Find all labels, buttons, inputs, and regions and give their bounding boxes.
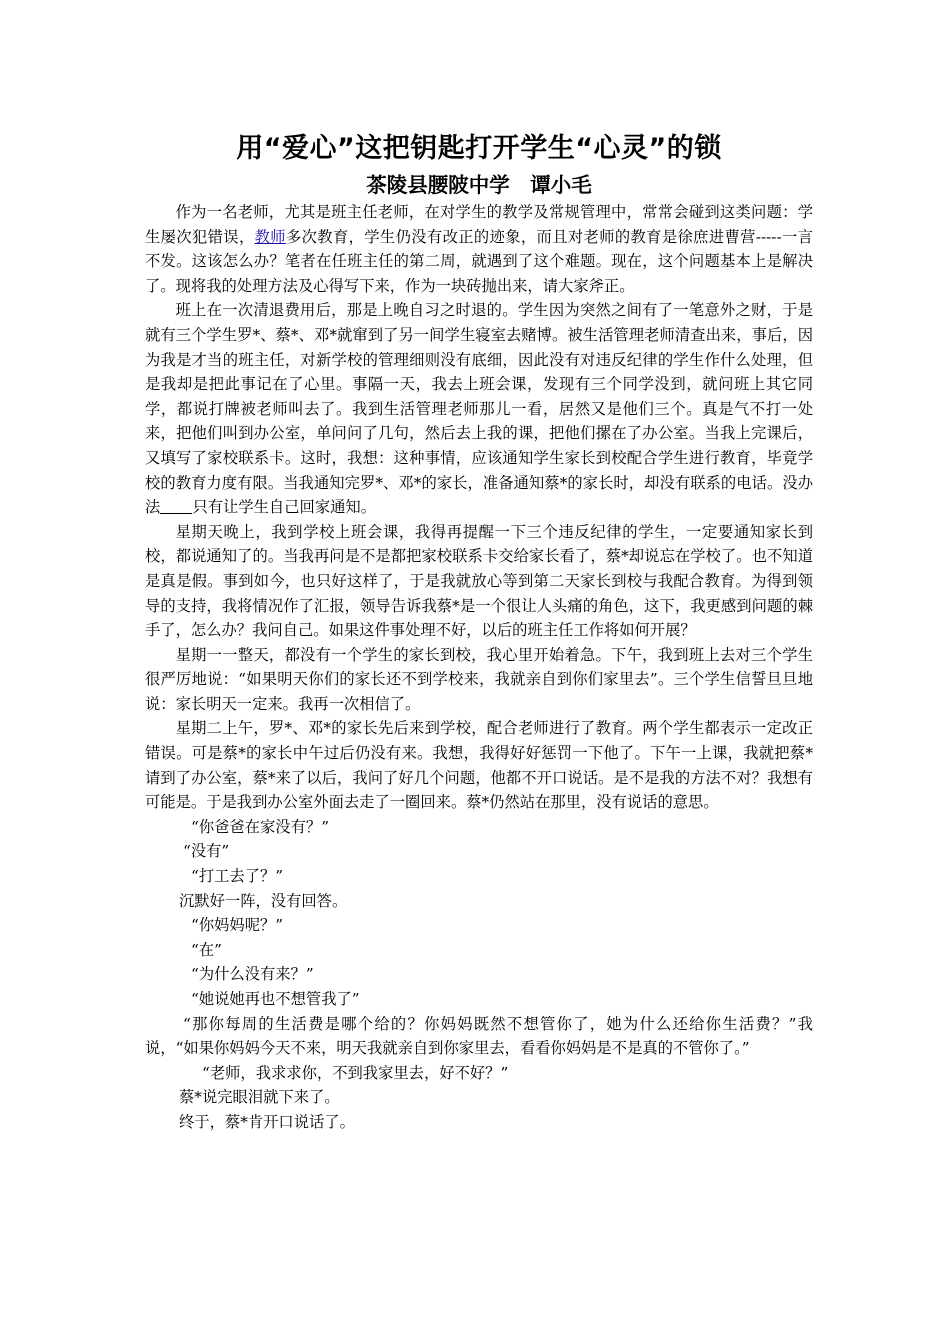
paragraph-incident (145, 298, 813, 519)
paragraph-monday: 星期一一整天，都没有一个学生的家长到校，我心里开始着急。下午，我到班上去对三个学生很严厉地说：“如果明天你们的家长还不到学校来，我就亲自到你们家里去”。三个学生信誓旦旦地说：家长明天一定来。我再一次相信了。 (145, 645, 813, 713)
dialog-line-11: 蔡*说完眼泪就下来了。 (179, 1088, 340, 1107)
dialog-line-12: 终于，蔡*肯开口说话了。 (179, 1112, 355, 1131)
dialog-line-6: “在” (191, 940, 222, 959)
dialog-line-4: 沉默好一阵，没有回答。 (179, 891, 348, 910)
author-byline: 茶陵县腰陂中学 谭小毛 (366, 173, 592, 197)
dialog-line-2: “没有” (183, 842, 230, 861)
article-title: 用“爱心”这把钥匙打开学生“心灵”的锁 (236, 133, 722, 164)
teacher-link[interactable]: 教师 (254, 227, 286, 246)
blank-underline (160, 498, 192, 514)
dialog-line-5: “你妈妈呢？” (191, 916, 284, 935)
dialog-line-1: “你爸爸在家没有？” (191, 817, 330, 836)
dialog-line-3: “打工去了？” (191, 867, 284, 886)
paragraph-intro-before: 作为一名老师，尤其是班主任老师，在对学生的教学及常规管理中，常常会碰到这类问题：学生屡次犯错误， (145, 203, 813, 246)
document-page (145, 128, 813, 1135)
paragraph-intro-after: 多次教育，学生仍没有改正的迹象，而且对老师的教育是徐庶进曹营-----一言不发。这该怎么办？笔者在任班主任的第二周，就遇到了这个难题。现在，这个问题基本上是解决了。现将我的处理方法及心得写下来，作为一块砖抛出来，请大家斧正。 (145, 227, 813, 295)
paragraph-incident-text: 班上在一次清退费用后，那是上晚自习之时退的。学生因为突然之间有了一笔意外之财，于是就有三个学生罗*、蔡*、邓*就窜到了另一间学生寝室去赌博。被生活管理老师清查出来，事后，因为我是才当的班主任，对新学校的管理细则没有底细，因此没有对违反纪律的学生作什么处理，但是我却是把此事记在了心里。事隔一天，我去上班会课，发现有三个同学没到，就问班上其它同学，都说打牌被老师叫去了。我到生活管理老师那儿一看，居然又是他们三个。真是气不打一处来，把他们叫到办公室，单问问了几句，然后去上我的课，把他们摞在了办公室。当我上完课后，又填写了家校联系卡。这时，我想：这种事情，应该通知学生家长到校配合学生进行教育，毕竟学校的教育力度有限。当我通知完罗*、邓*的家长，准备通知蔡*的家长时，却没有联系的电话。没办法 (145, 301, 813, 517)
dialog-line-9: “那你每周的生活费是哪个给的？你妈妈既然不想管你了，她为什么还给你生活费？”我说，“如果你妈妈今天不来，明天我就亲自到你家里去，看看你妈妈是不是真的不管你了。” (145, 1014, 813, 1058)
paragraph-tuesday: 星期二上午，罗*、邓*的家长先后来到学校，配合老师进行了教育。两个学生都表示一定改正错误。可是蔡*的家长中午过后仍没有来。我想，我得好好惩罚一下他了。下午一上课，我就把蔡*请到了办公室，蔡*来了以后，我问了好几个问题，他都不开口说话。是不是我的方法不对？我想有可能是。于是我到办公室外面去走了一圈回来。蔡*仍然站在那里，没有说话的意思。 (145, 719, 813, 812)
dialog-line-10: “老师，我求求你，不到我家里去，好不好？” (202, 1063, 509, 1082)
paragraph-intro (145, 200, 813, 298)
paragraph-incident-tail: 只有让学生自己回家通知。 (192, 498, 377, 517)
dialog-line-8: “她说她再也不想管我了” (191, 990, 360, 1008)
article-body (145, 200, 813, 1135)
dialog-line-7: “为什么没有来？” (191, 965, 314, 984)
paragraph-sunday: 星期天晚上，我到学校上班会课，我得再提醒一下三个违反纪律的学生，一定要通知家长到校，都说通知了的。当我再问是不是都把家校联系卡交给家长看了，蔡*却说忘在学校了。也不知道是真是假。事到如今，也只好这样了，于是我就放心等到第二天家长到校与我配合教育。为得到领导的支持，我将情况作了汇报，领导告诉我蔡*是一个很让人头痛的角色，这下，我更感到问题的棘手了，怎么办？我问自己。如果这件事处理不好，以后的班主任工作将如何开展？ (145, 522, 813, 640)
